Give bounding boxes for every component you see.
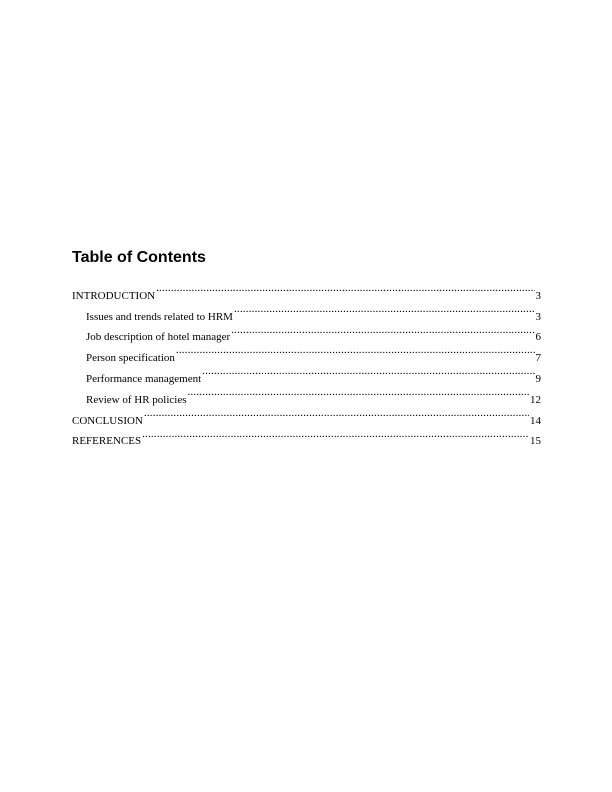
toc-list [72,278,541,448]
toc-entry-text: Person specification [86,352,175,365]
toc-entry-page: 15 [530,435,541,448]
toc-entry-page: 12 [530,393,541,406]
toc-entry-references[interactable] [72,424,541,448]
toc-dot-leader [231,320,534,341]
toc-entry-page: 3 [535,289,541,302]
toc-title: Table of Contents [72,249,206,266]
toc-entry-introduction[interactable] [72,278,541,302]
toc-entry-text: Job description of hotel manager [86,331,231,344]
toc-entry-text: Issues and trends related to HRM [86,310,233,323]
toc-entry-page: 6 [535,331,541,344]
toc-dot-leader [176,340,535,361]
toc-dot-leader [144,403,529,424]
toc-entry-text: INTRODUCTION [72,289,156,302]
table-of-contents [72,248,541,448]
toc-entry-text: CONCLUSION [72,414,143,427]
toc-entry-page: 3 [535,310,541,323]
toc-dot-leader [142,424,529,445]
toc-entry-page: 9 [535,372,541,385]
toc-entry-text: REFERENCES [72,435,142,448]
toc-dot-leader [156,278,534,299]
toc-entry-text: Performance management [86,372,202,385]
toc-entry-page: 7 [535,352,541,365]
toc-entry-text: Review of HR policies [86,393,187,406]
toc-dot-leader [188,382,529,403]
toc-dot-leader [234,299,535,320]
toc-dot-leader [202,361,534,382]
toc-entry-page: 14 [530,414,541,427]
